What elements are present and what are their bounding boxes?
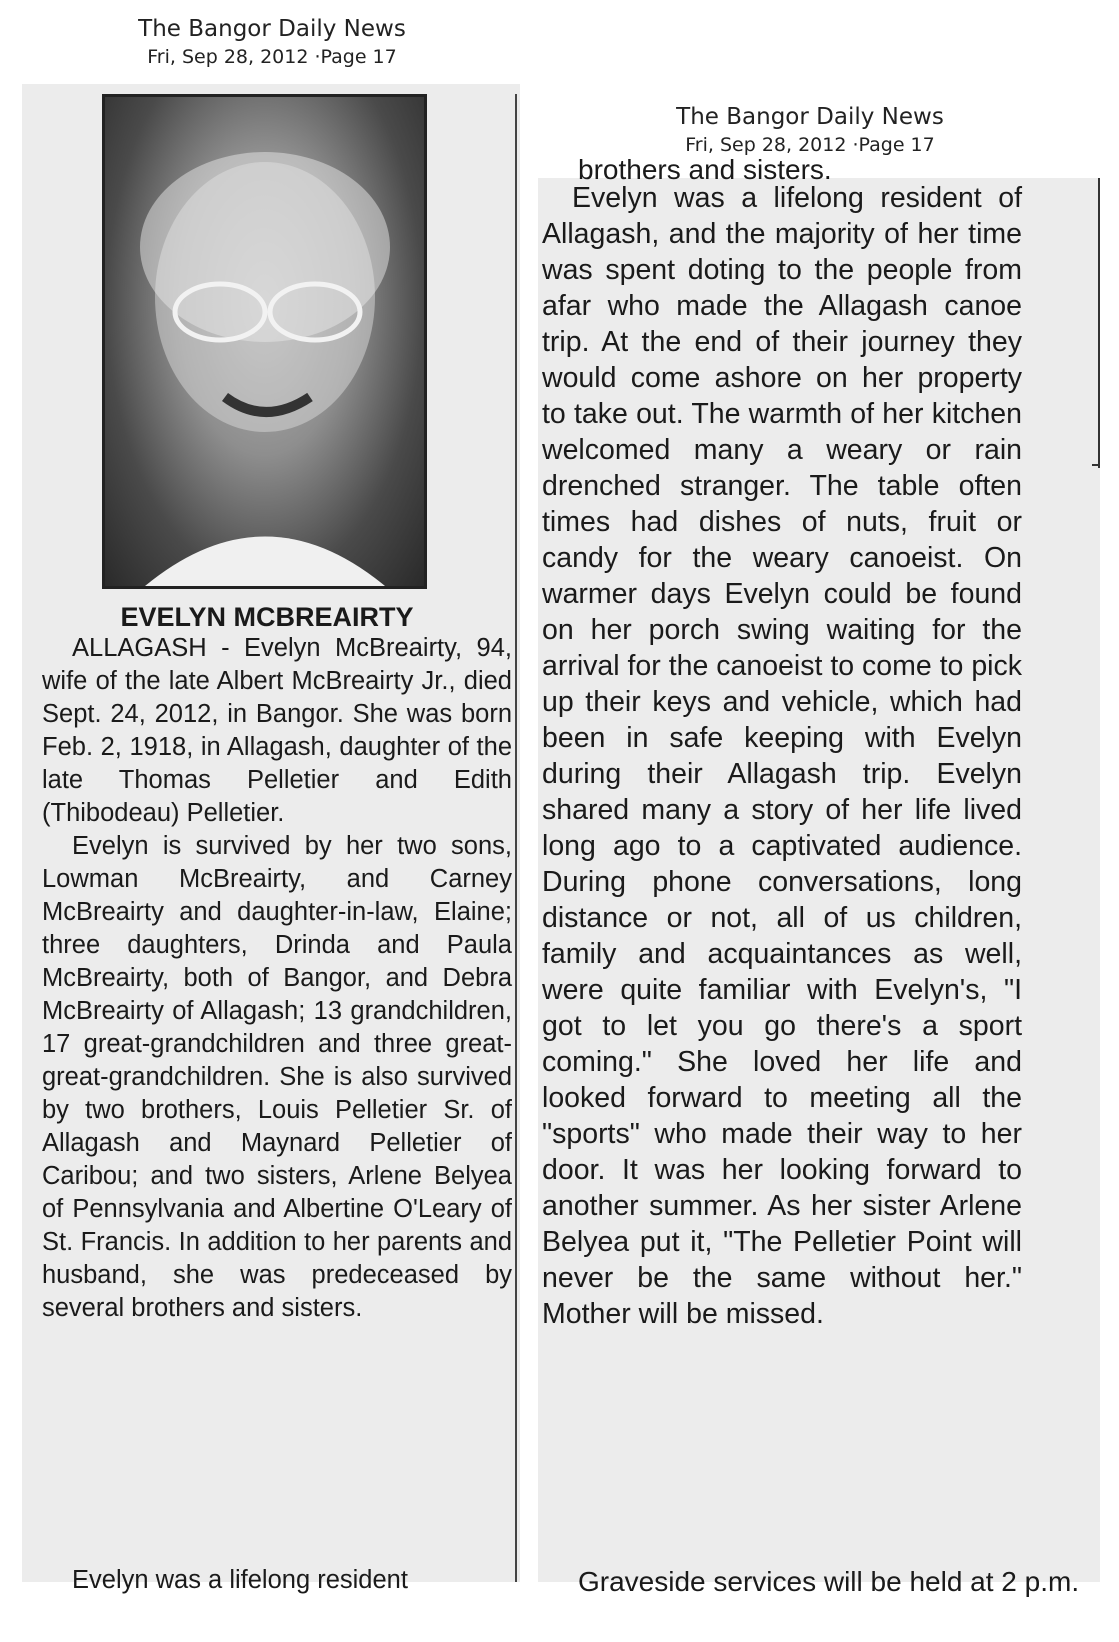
portrait-image: [105, 97, 424, 586]
obituary-name: EVELYN MCBREAIRTY: [120, 602, 414, 632]
publication-date-page: Fri, Sep 28, 2012 ·Page 17: [147, 46, 397, 68]
cutoff-text-line: Graveside services will be held at 2 p.m.: [578, 1566, 1080, 1597]
left-clipping: [22, 84, 520, 1594]
obituary-body-left: [42, 632, 512, 1325]
publication-name: The Bangor Daily News: [676, 104, 944, 130]
obituary-paragraph: Evelyn was a lifelong resident of Allagash, and the majority of her time was spent doting to the people from afar who made the Allagash canoe trip. At the end of their journey they would come ashore on her property to take out. The warmth of her kitchen welcomed many a weary or rain drenched stranger. The table often times had dishes of nuts, fruit or candy for the weary canoeist. On warmer days Evelyn could be found on her porch swing waiting for the arrival for the canoeist to come to pick up their keys and vehicle, which had been in safe keeping with Evelyn during their Allagash trip. Evelyn shared many a story of her life lived long ago to a captivated audience. During phone conversations, long distance or not, all of us children, family and acquaintances as well, were quite familiar with Evelyn's, "I got to let you go there's a sport coming." She loved her life and looked forward to meeting all the "sports" who made their way to her door. It was her looking forward to another summer. As her sister Arlene Belyea put it, "The Pelletier Point will never be the same without her." Mother will be missed.: [542, 182, 1022, 1330]
obituary-paragraph: ALLAGASH - Evelyn McBreairty, 94, wife of the late Albert McBreairty Jr., died Sept. 24, 2012, in Bangor. She was born Feb. 2, 1918, in Allagash, daughter of the late Thomas Pelletier and Edith (Thibodeau) Pelletier.: [42, 634, 512, 827]
publication-date-page: Fri, Sep 28, 2012 ·Page 17: [685, 134, 935, 156]
column-rule-tick: [1092, 464, 1100, 466]
obituary-paragraph: Evelyn is survived by her two sons, Lowman McBreairty, and Carney McBreairty and daughter-in-law, Elaine; three daughters, Drinda and Paula McBreairty, both of Bangor, and Debra McBreairty of Allagash; 13 grandchildren, 17 great-grandchildren and three great-great-grandchildren. She is also survived by two brothers, Louis Pelletier Sr. of Allagash and Maynard Pelletier of Caribou; and two sisters, Arlene Belyea of Pennsylvania and Albertine O'Leary of St. Francis. In addition to her parents and husband, she was predeceased by several brothers and sisters.: [42, 832, 512, 1322]
obituary-photo: [102, 94, 427, 589]
obituary-body-right: [542, 180, 1022, 1332]
cutoff-text-line: brothers and sisters.: [578, 154, 832, 185]
left-clipping-caption: [22, 14, 522, 70]
cutoff-text-line: Evelyn was a lifelong resident: [72, 1566, 408, 1594]
right-clipping-caption: [560, 102, 1060, 158]
column-rule: [1098, 178, 1100, 468]
column-rule: [515, 94, 517, 1582]
right-clipping: [538, 154, 1100, 1597]
publication-name: The Bangor Daily News: [138, 16, 406, 42]
